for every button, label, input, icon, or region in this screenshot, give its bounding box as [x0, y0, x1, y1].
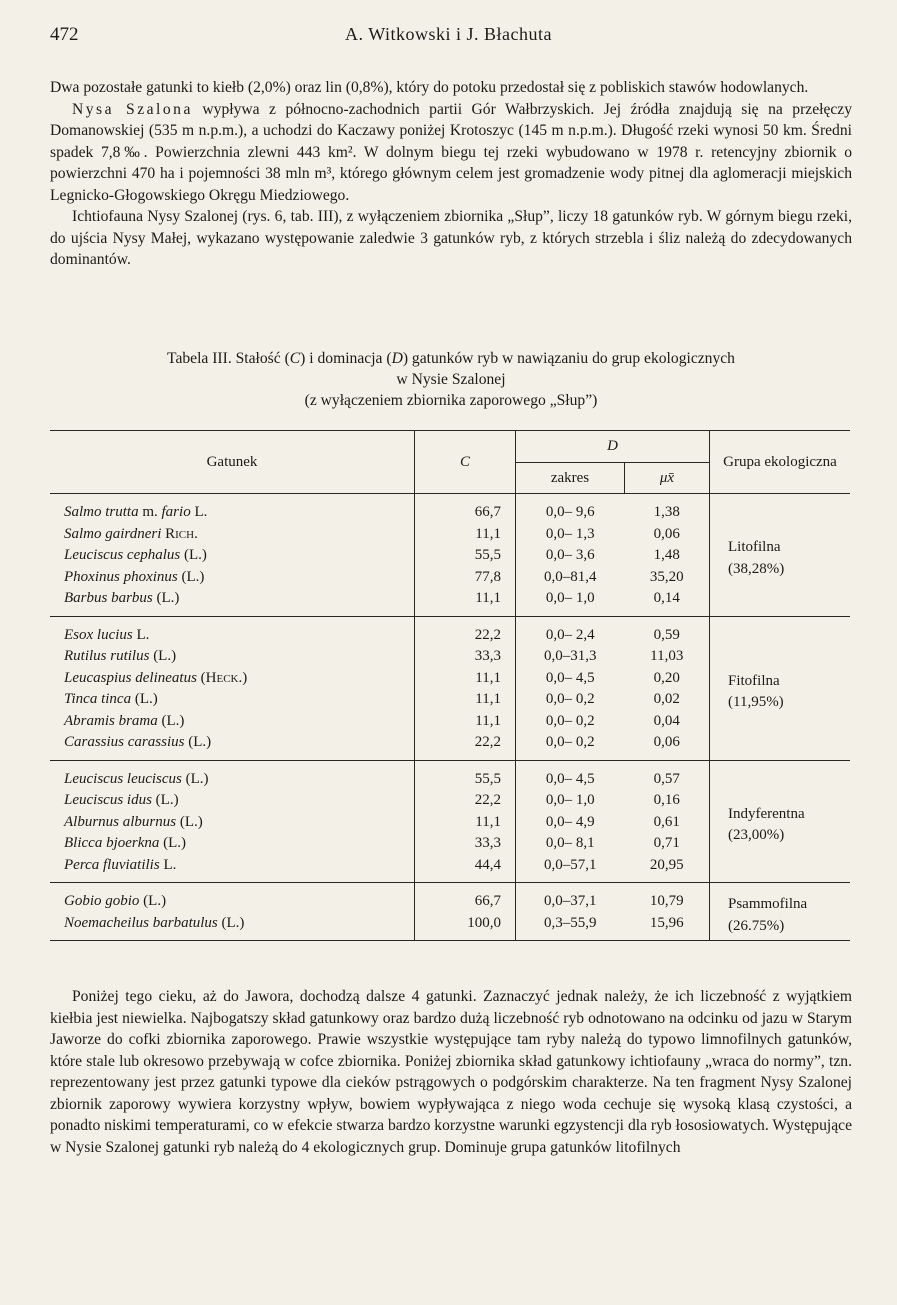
- species-name: Perca fluviatilis L.: [50, 855, 415, 883]
- dominance-mean: 0,06: [625, 732, 710, 760]
- species-table: [50, 430, 850, 941]
- constancy-value: 44,4: [415, 855, 516, 883]
- paragraph-4: Poniżej tego cieku, aż do Jawora, dochodzą dalsze 4 gatunki. Zaznaczyć jednak należy, że ich liczebność z wyjątkiem kiełbia jest niewielka. Najbogatszy skład gatunkowy oraz bardzo dużą liczebność ryb odnotowano na odcinku od jazu w Starym Jaworze do cofki zbiornika zaporowego. Prawie wszystkie występujące tam ryby należą do typowo limnofilnych gatunków, które stale lub okresowo przebywają w cofce zbiornika. Poniżej zbiornika skład gatunkowy ichtiofauny „wraca do normy”, tzn. reprezentowany jest przez gatunki typowe dla cieków pstrągowych o podgórskim charakterze. Na ten fragment Nysy Szalonej zbiornik zaporowy wywiera korzystny wpływ, bowiem wypływająca z niego woda cechuje się wysoką klasą czystości, a ponadto niskimi temperaturami, co w efekcie stwarza bardzo korzystne warunki egzystencji dla ryb łososiowatych. Występujące w Nysie Szalonej gatunki ryb należą do 4 ekologicznych grup. Dominuje grupa gatunków litofilnych: [50, 988, 852, 1156]
- species-name: Phoxinus phoxinus (L.): [50, 567, 415, 589]
- constancy-value: 11,1: [415, 524, 516, 546]
- table-body: [50, 494, 850, 941]
- species-name: Abramis brama (L.): [50, 711, 415, 733]
- constancy-value: 100,0: [415, 913, 516, 941]
- dominance-range: 0,0– 0,2: [545, 734, 595, 750]
- dominance-mean: 11,03: [625, 646, 710, 668]
- group-label: Psammofilna: [728, 896, 808, 912]
- constancy-value: 55,5: [415, 545, 516, 567]
- constancy-value: 11,1: [415, 588, 516, 616]
- paragraph-2: [50, 99, 852, 207]
- table-row: [50, 883, 850, 913]
- dominance-mean: 0,59: [625, 616, 710, 646]
- species-name: Salmo gairdneri Rich.: [50, 524, 415, 546]
- header-d: D: [516, 431, 710, 463]
- dominance-range: 0,0– 1,3: [545, 525, 595, 542]
- species-name: Barbus barbus (L.): [50, 588, 415, 616]
- dominance-range: 0,0– 2,4: [516, 616, 625, 646]
- dominance-range: 0,0– 1,0: [545, 792, 595, 808]
- species-name: Leucaspius delineatus (Heck.): [50, 668, 415, 690]
- dominance-mean: 0,71: [625, 833, 710, 855]
- dominance-range: 0,0– 4,5: [545, 669, 595, 686]
- river-name: Nysa Szalona: [72, 100, 193, 118]
- paragraph-1: Dwa pozostałe gatunki to kiełb (2,0%) oraz lin (0,8%), który do potoku przedostał się z pobliskich stawów hodowlanych.: [50, 79, 809, 96]
- dominance-range: 0,0–31,3: [544, 648, 597, 664]
- species-name: Rutilus rutilus (L.): [50, 646, 415, 668]
- ecological-group: [710, 616, 851, 760]
- dominance-mean: 0,02: [625, 689, 710, 711]
- constancy-value: 33,3: [415, 646, 516, 668]
- constancy-value: 77,8: [415, 567, 516, 589]
- header-range: zakres: [516, 463, 625, 494]
- dominance-range: 0,3–55,9: [516, 913, 625, 941]
- table-row: [50, 760, 850, 790]
- species-name: Salmo trutta m. fario L.: [50, 494, 415, 524]
- caption-line-2: w Nysie Szalonej: [396, 371, 506, 388]
- constancy-value: 11,1: [415, 711, 516, 733]
- dominance-range: 0,0–37,1: [516, 883, 625, 913]
- species-name: Gobio gobio (L.): [50, 883, 415, 913]
- discussion-text: [50, 986, 852, 1158]
- group-share: (23,00%): [728, 827, 785, 844]
- intro-text: [50, 77, 852, 271]
- dominance-mean: 10,79: [625, 883, 710, 913]
- constancy-value: 22,2: [415, 790, 516, 812]
- group-label: Indyferentna: [728, 805, 805, 822]
- table-row: [50, 616, 850, 646]
- paragraph-3: Ichtiofauna Nysy Szalonej (rys. 6, tab. III), z wyłączeniem zbiornika „Słup”, liczy 18 gatunków ryb. W górnym biegu rzeki, do ujścia Nysy Małej, wykazano występowanie zaledwie 3 gatunków ryb, z których strzebla i śliz należą do zdecydowanych dominantów.: [50, 208, 852, 268]
- species-name: Alburnus alburnus (L.): [50, 812, 415, 834]
- dominance-mean: 15,96: [625, 913, 710, 941]
- group-share: (11,95%): [728, 694, 784, 710]
- species-name: Blicca bjoerkna (L.): [50, 833, 415, 855]
- constancy-value: 66,7: [415, 494, 516, 524]
- group-label: Litofilna: [728, 539, 781, 556]
- group-label: Fitofilna: [728, 672, 780, 689]
- header-mean: μx̄: [625, 463, 710, 494]
- dominance-mean: 0,14: [625, 588, 710, 616]
- dominance-mean: 35,20: [625, 567, 710, 589]
- dominance-range: 0,0– 0,2: [545, 712, 595, 729]
- dominance-mean: 0,04: [625, 711, 710, 733]
- species-name: Tinca tinca (L.): [50, 689, 415, 711]
- header-c: C: [415, 431, 516, 494]
- dominance-range: 0,0– 4,9: [545, 813, 595, 830]
- header-species: Gatunek: [50, 431, 415, 494]
- constancy-value: 11,1: [415, 689, 516, 711]
- species-name: Carassius carassius (L.): [50, 732, 415, 760]
- species-name: Leuciscus cephalus (L.): [50, 545, 415, 567]
- constancy-value: 55,5: [415, 760, 516, 790]
- dominance-mean: 0,57: [625, 760, 710, 790]
- constancy-value: 11,1: [415, 812, 516, 834]
- dominance-mean: 0,20: [625, 668, 710, 690]
- species-name: Leuciscus idus (L.): [50, 790, 415, 812]
- group-share: (26.75%): [728, 917, 785, 934]
- caption-line-1: Tabela III. Stałość (C) i dominacja (D) gatunków ryb w nawiązaniu do grup ekologicznych: [167, 350, 735, 367]
- constancy-value: 11,1: [415, 668, 516, 690]
- ecological-group: [710, 760, 851, 883]
- group-share: (38,28%): [728, 560, 785, 577]
- species-name: Esox lucius L.: [50, 616, 415, 646]
- table-row: [50, 494, 850, 524]
- caption-line-3: (z wyłączeniem zbiornika zaporowego „Słup”): [304, 392, 598, 409]
- ecological-group: [710, 494, 851, 617]
- ecological-group: [710, 883, 851, 941]
- dominance-mean: 20,95: [625, 855, 710, 883]
- paragraph-2-text: wypływa z północno-zachodnich partii Gór Wałbrzyskich. Jej źródła znajdują się na przełęczy Domanowskiej (535 m n.p.m.), a uchodzi do Kaczawy poniżej Krotoszyc (145 m n.p.m.). Długość rzeki wynosi 50 km. Średni spadek 7,8‰. Powierzchnia zlewni 443 km². W dolnym biegu tej rzeki wybudowano w 1978 r. retencyjny zbiornik o powierzchni 470 ha i pojemności 38 mln m³, którego głównym celem jest gromadzenie wody pitnej dla aglomeracji miejskich Legnicko-Głogowskiego Okręgu Miedziowego.: [50, 100, 853, 204]
- running-head: A. Witkowski i J. Błachuta: [345, 24, 552, 44]
- constancy-value: 22,2: [415, 732, 516, 760]
- dominance-range: 0,0– 9,6: [545, 504, 595, 520]
- dominance-range: 0,0– 3,6: [545, 547, 595, 563]
- dominance-mean: 0,06: [625, 524, 710, 546]
- page-number: 472: [50, 24, 79, 45]
- dominance-mean: 0,61: [625, 812, 710, 834]
- constancy-value: 33,3: [415, 833, 516, 855]
- dominance-range: 0,0–81,4: [544, 568, 597, 585]
- table-caption: [50, 348, 852, 411]
- dominance-range: 0,0– 8,1: [545, 835, 595, 851]
- dominance-range: 0,0– 1,0: [545, 590, 595, 606]
- dominance-range: 0,0– 4,5: [516, 760, 625, 790]
- constancy-value: 22,2: [415, 616, 516, 646]
- dominance-range: 0,0–57,1: [544, 856, 597, 873]
- dominance-mean: 1,48: [625, 545, 710, 567]
- header-group: Grupa ekologiczna: [710, 431, 851, 494]
- dominance-mean: 1,38: [625, 494, 710, 524]
- dominance-range: 0,0– 0,2: [545, 691, 595, 707]
- constancy-value: 66,7: [415, 883, 516, 913]
- species-name: Noemacheilus barbatulus (L.): [50, 913, 415, 941]
- dominance-mean: 0,16: [625, 790, 710, 812]
- species-name: Leuciscus leuciscus (L.): [50, 760, 415, 790]
